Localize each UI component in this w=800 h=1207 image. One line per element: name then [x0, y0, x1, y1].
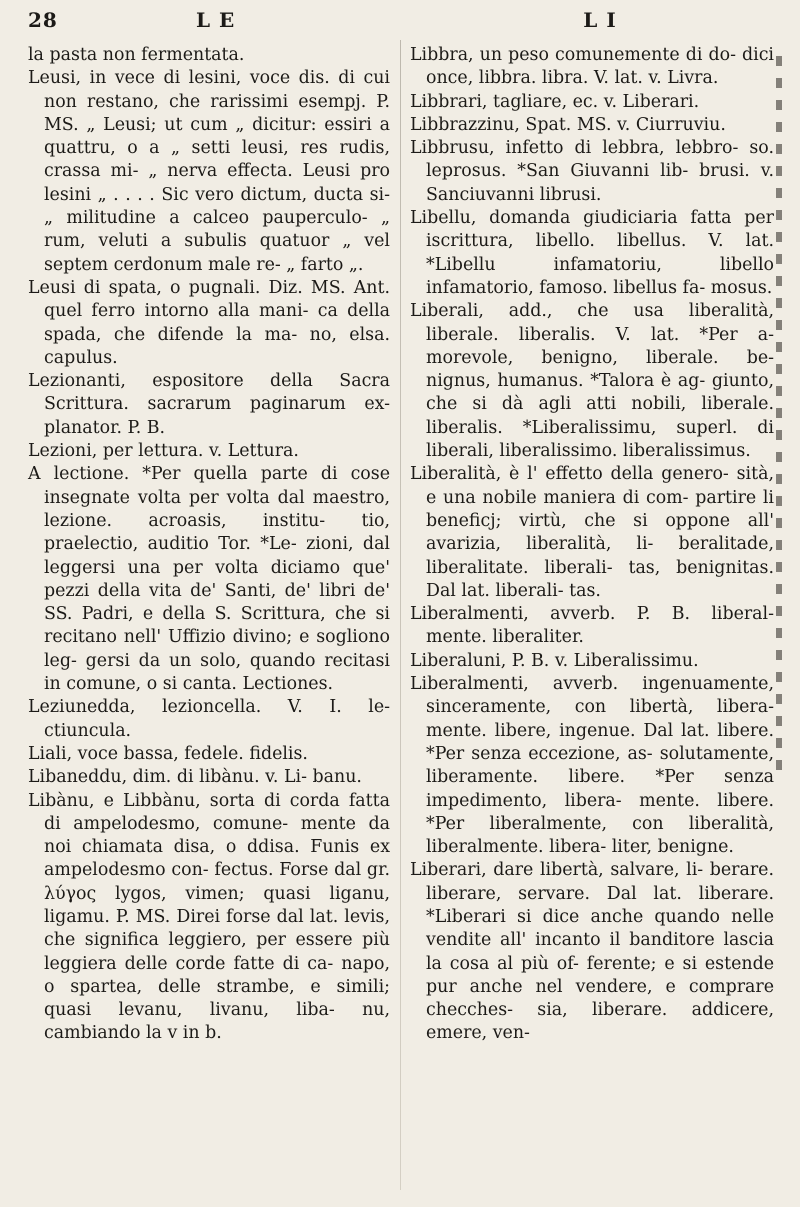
entry-libbrari: Libbrari, tagliare, ec. v. Liberari.: [410, 91, 700, 112]
entry-lezioni: Lezioni, per lettura. v. Lettura.: [28, 441, 299, 462]
left-running-title: L E: [196, 8, 236, 32]
entry-libanu: Libànu, e Libbànu, sorta di corda fatta di ampelodesmo, comune- mente da noi chiamata disa, o ddisa. Funis ex ampelodesmo con- fectus. Forse dal gr. λύγος lygos, vimen; quasi liganu, ligamu. P. MS. Direi forse dal lat. levis, che significa leggiero, per essere più leggiera delle corde fatte di ca- napo, o spartea, delle strambe, e simili; quasi levanu, livanu, liba- nu, cambiando la v in b.: [28, 790, 390, 1044]
gutter-shadow: [400, 40, 401, 1190]
page-number: 28: [28, 8, 58, 32]
entry-liberali: Liberali, add., che usa liberalità, liberale. liberalis. V. lat. *Per a- morevole, benigno, liberale. be- nignus, humanus. *Talora è ag- giunto, che si dà agli atti nobili, liberale. liberalis. *Liberalissimu, superl. di liberali, liberalissimo. liberalissimus.: [410, 301, 774, 462]
entry-continuation: la pasta non fermentata.: [28, 45, 245, 65]
page-edge-mark: [776, 56, 782, 776]
entry-liberaluni: Liberaluni, P. B. v. Liberalissimu.: [410, 650, 699, 671]
entry-leziunedda: Leziunedda, lezioncella. V. I. le- ctiuncula.: [28, 697, 390, 741]
entry-liali: Liali, voce bassa, fedele. fidelis.: [28, 743, 308, 764]
entry-lezionanti: Lezionanti, espositore della Sacra Scrittura. sacrarum paginarum ex- planator. P. B.: [28, 371, 390, 438]
entry-liberalmenti-2: Liberalmenti, avverb. ingenuamente, sinceramente, con libertà, libera- mente. libere, ingenue. Dal lat. libere. *Per senza eccezione, as- solutamente, liberamente. libere. *Per senza impedimento, libera- mente. libere. *Per liberalmente, con liberalità, liberalmente. libera- liter, benigne.: [410, 674, 774, 858]
entry-liberalmenti: Liberalmenti, avverb. P. B. liberal- mente. liberaliter.: [410, 604, 774, 648]
right-column: [410, 44, 774, 1046]
entry-liberalita: Liberalità, è l' effetto della genero- sità, e una nobile maniera di com- partire li beneficj; virtù, che si oppone all' avarizia, liberalità, li- beralitade, liberalitate. liberali- tas, benignitas. Dal lat. liberali- tas.: [410, 464, 774, 601]
left-running-head: [28, 8, 388, 38]
entry-libbrazzinu: Libbrazzinu, Spat. MS. v. Ciurruviu.: [410, 114, 726, 135]
entry-libaneddu: Libaneddu, dim. di libànu. v. Li- banu.: [28, 767, 362, 788]
right-running-title: L I: [583, 8, 617, 32]
entry-libbrusu: Libbrusu, infetto di lebbra, lebbro- so. leprosus. *San Giuvanni lib- brusi. v. Sanciuvanni librusi.: [410, 138, 774, 205]
entry-leusi: Leusi, in vece di lesini, voce dis. di cui non restano, che rarissimi esempj. P. MS. „ Leusi; ut cum „ dicitur: essiri a quattru, o a „ setti leusi, res rudis, crassa mi- „ nerva effecta. Leusi pro lesini „ . . . . Sic vero dictum, ducta si- „ militudine a calceo pauperculo- „ rum, veluti a subulis quatuor „ vel septem cerdonum male re- „ farto „.: [28, 68, 390, 275]
entry-leusi-di-spata: Leusi di spata, o pugnali. Diz. MS. Ant. quel ferro intorno alla mani- ca della spada, che difende la ma- no, elsa. capulus.: [28, 277, 390, 368]
left-column: [28, 44, 390, 1046]
entry-libbra: Libbra, un peso comunemente di do- dici once, libbra. libra. V. lat. v. Livra.: [410, 45, 774, 89]
entry-liberari: Liberari, dare libertà, salvare, li- berare. liberare, servare. Dal lat. liberare. *Liberari si dice anche quando nelle vendite all' incanto il banditore lascia la cosa al più of- ferente; e si estende pur anche nel vendere, e comprare checches- sia, liberare. addicere, emere, ven-: [410, 860, 774, 1044]
entry-a-lectione: A lectione. *Per quella parte di cose insegnate volta per volta dal maestro, lezione. acroasis, institu- tio, praelectio, auditio Tor. *Le- zioni, dal leggersi una per volta diciamo que' pezzi della vita de' Santi, de' libri de' SS. Padri, e della S. Scrittura, che si recitano nell' Uffizio divino; e sogliono leg- gersi da un solo, quando recitasi in comune, o si canta. Lectiones.: [28, 464, 390, 695]
entry-libellu: Libellu, domanda giudiciaria fatta per iscrittura, libello. libellus. V. lat. *Libellu infamatoriu, libello infamatorio, famoso. libellus fa- mosus.: [410, 208, 774, 298]
